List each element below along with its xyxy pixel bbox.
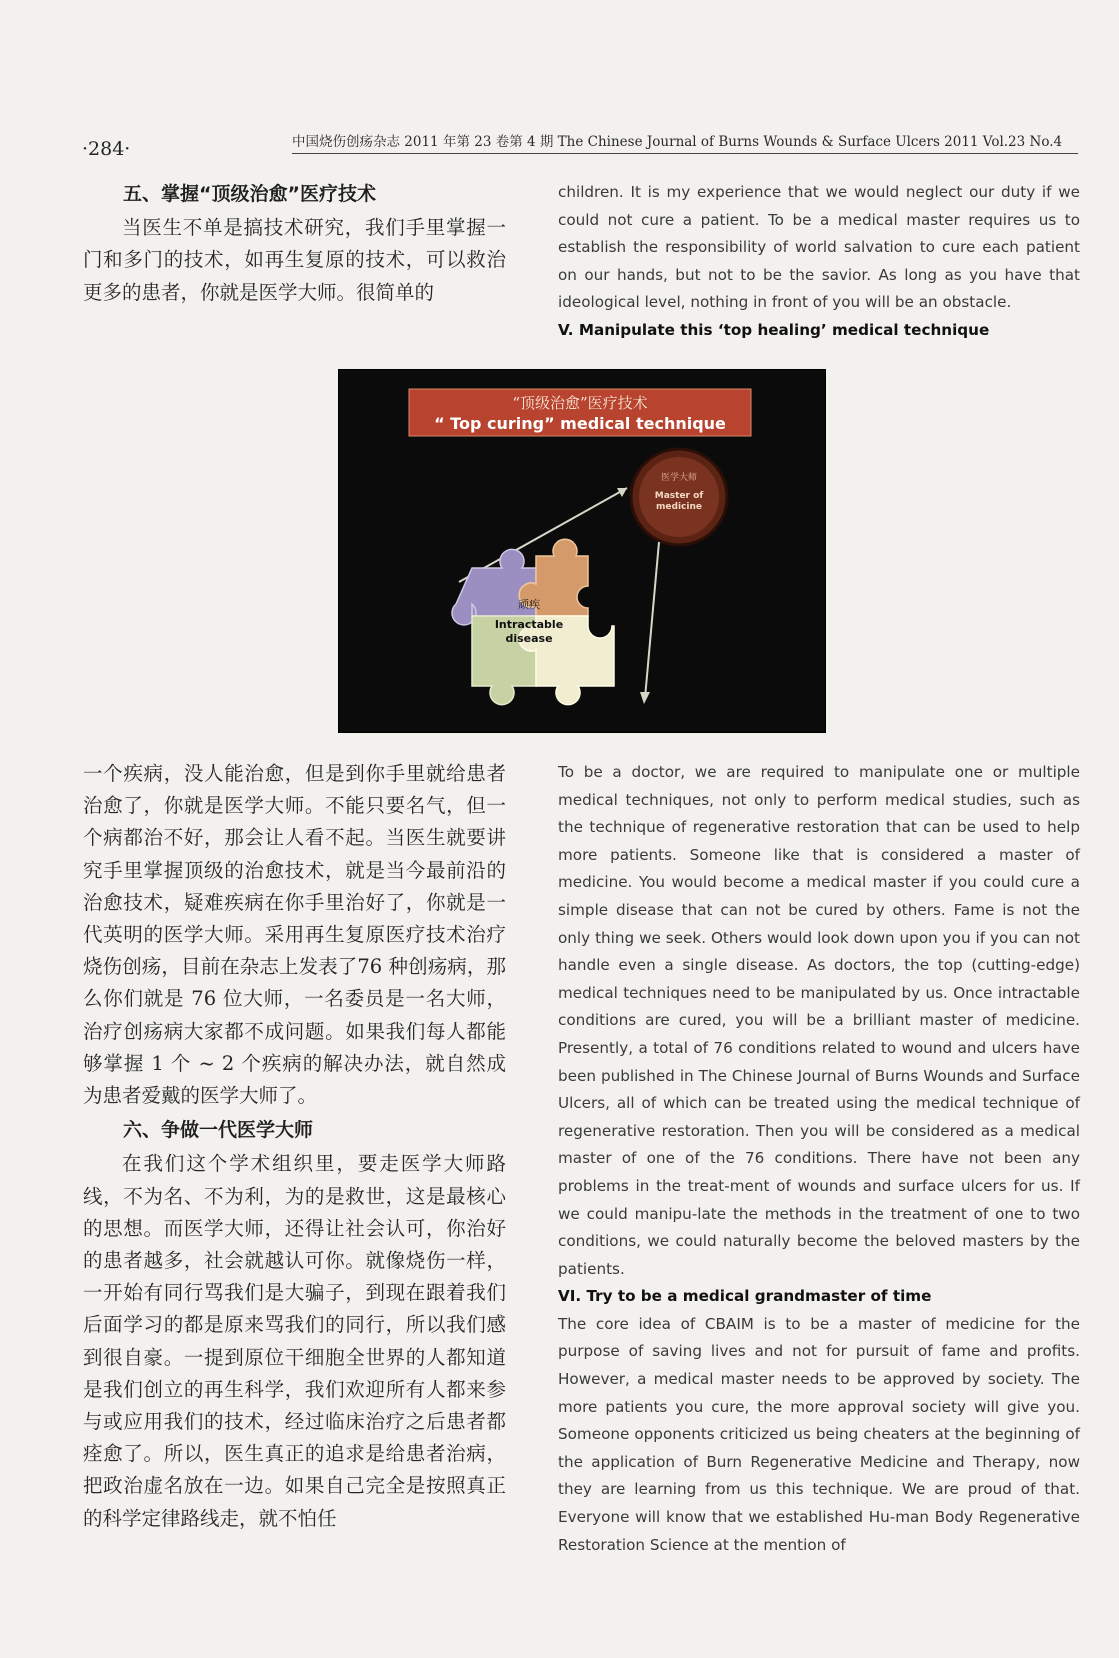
figure-title-en: “ Top curing” medical technique [434,414,726,433]
section-heading-6-zh: 六、争做一代医学大师 [123,1119,314,1142]
left-column-top [83,178,506,309]
section-heading-6-en: VI. Try to be a medical grandmaster of time [558,1287,932,1306]
left-column-bottom [83,758,506,1535]
puzzle-label-en-2: disease [505,632,553,645]
paragraph-zh-2: 在我们这个学术组织里，要走医学大师路线，不为名、不为利，为的是救世，这是最核心的思想。而医学大师，还得让社会认可，你治好的患者越多，社会就越认可你。就像烧伤一样，一开始有同行骂我们是大骗子，到现在跟着我们后面学习的都是原来骂我们的同行，所以我们感到很自豪。一提到原位干细胞全世界的人都知道是我们创立的再生科学，我们欢迎所有人都来参与或应用我们的技术，经过临床治疗之后患者都痊愈了。所以，医生真正的追求是给患者治病，把政治虚名放在一边。如果自己完全是按照真正的科学定律路线走，就不怕任 [83,1152,506,1530]
paragraph-en-2: The core idea of CBAIM is to be a master of medicine for the purpose of saving lives and not for pursuit of fame and profits. However, a medical master needs to be approved by society. The more patients you cure, the more approval society will give you. Someone opponents criticized us being cheaters at the beginning of the application of Burn Regenerative Medicine and Therapy, now they are learning from us this technique. We are proud of that. Everyone will know that we established Hu-man Body Regenerative Restoration Science at the mention of [558,1314,1080,1554]
puzzle-label-zh: 顽疾 [518,598,540,611]
right-column-top [558,179,1080,345]
figure-svg [339,370,825,732]
figure-title-zh: “顶级治愈”医疗技术 [512,394,648,412]
master-label-en-1: Master of [654,491,704,501]
section-heading-5-en: V. Manipulate this ‘top healing’ medical technique [558,320,990,339]
master-of-medicine-icon [631,449,727,545]
right-column-bottom [558,759,1080,1559]
paragraph-zh-top: 当医生不单是搞技术研究，我们手里掌握一门和多门的技术，如再生复原的技术，可以救治更多的患者，你就是医学大师。很简单的 [83,216,506,304]
page-number: ·284· [82,138,131,160]
paragraph-zh-1: 一个疾病，没人能治愈，但是到你手里就给患者治愈了，你就是医学大师。不能只要名气，但一个病都治不好，那会让人看不起。当医生就要讲究手里掌握顶级的治愈技术，就是当今最前沿的治愈技术，疑难疾病在你手里治好了，你就是一代英明的医学大师。采用再生复原医疗技术治疗烧伤创疡，目前在杂志上发表了76 种创疡病，那么你们就是 76 位大师，一名委员是一名大师，治疗创疡病大家都不成问题。如果我们每人都能够掌握 1 个 ~ 2 个疾病的解决办法，就自然成为患者爱戴的医学大师了。 [83,762,506,1108]
master-label-en-2: medicine [656,502,702,512]
running-head: 中国烧伤创疡杂志 2011 年第 23 卷第 4 期 The Chinese Journal of Burns Wounds & Surface Ulcers 2011 Vol.23 No.4 [292,130,1078,154]
section-heading-5-zh: 五、掌握“顶级治愈”医疗技术 [123,183,376,205]
paragraph-en-1: To be a doctor, we are required to manipulate one or multiple medical techniques, not only to perform medical studies, such as the technique of regenerative restoration that can be used to help more patients. Someone like that is considered a master of medicine. You would become a medical master if you could cure a simple disease that can not be cured by others. Fame is not the only thing we seek. Others would look down upon you if you can not handle even a single disease. As doctors, the top (cutting-edge) medical techniques need to be manipulated by us. Once intractable conditions are cured, you will be a brilliant master of medicine. Presently, a total of 76 conditions related to wound and ulcers have been published in The Chinese Journal of Burns Wounds and Surface Ulcers, all of which can be treated using the medical technique of regenerative restoration. Then you will be considered as a medical master of one of the 76 conditions. There have not been any problems in the treat-ment of wounds and surface ulcers for us. If we could manipu-late the methods in the treatment of one to two conditions, we could naturally become the beloved masters by the patients. [558,763,1080,1278]
puzzle-label-en-1: Intractable [494,618,564,631]
paragraph-en-top: children. It is my experience that we would neglect our duty if we could not cure a patient. To be a medical master requires us to establish the responsibility of world salvation to cure each patient on our hands, but not to be the savior. As long as you have that ideological level, nothing in front of you will be an obstacle. [558,183,1080,312]
master-label-zh: 医学大师 [660,473,698,483]
figure-top-curing [338,369,826,733]
